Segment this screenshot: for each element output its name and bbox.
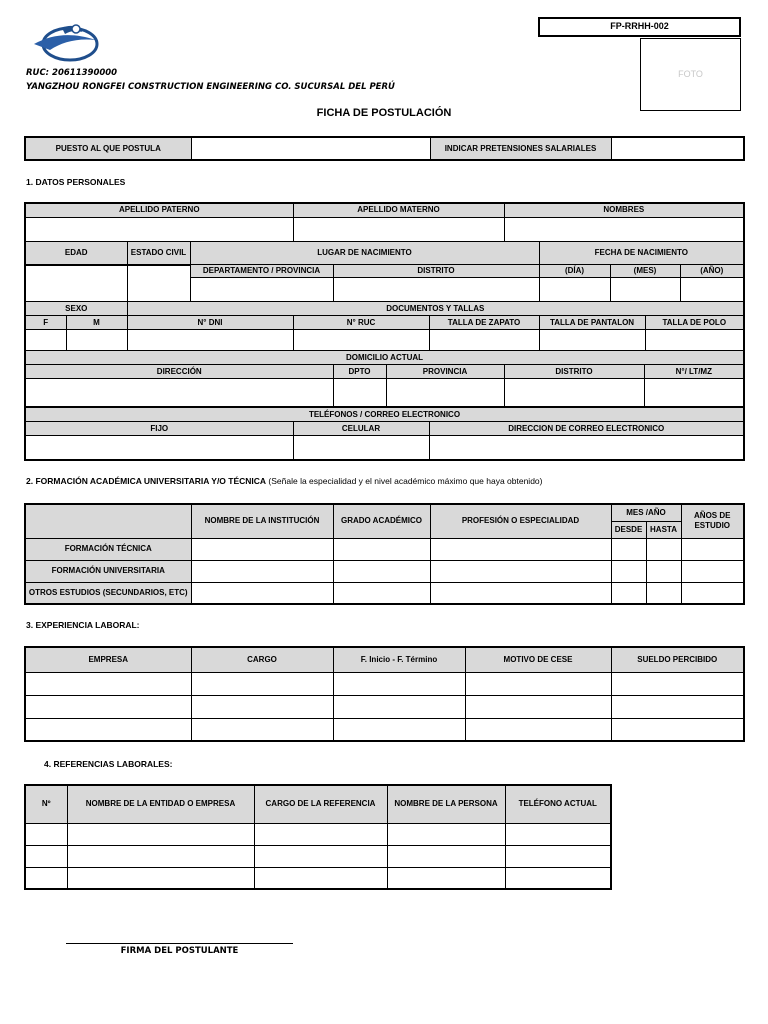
company-ruc: RUC: 20611390000 — [26, 68, 118, 78]
experience-cell[interactable] — [465, 672, 611, 695]
talla-pantalon-input[interactable] — [539, 330, 645, 351]
experience-cell[interactable] — [191, 695, 333, 718]
sexo-label: SEXO — [25, 302, 127, 316]
desde-label: DESDE — [611, 521, 646, 538]
references-cell[interactable] — [254, 867, 387, 889]
distrito2-label: DISTRITO — [504, 365, 644, 379]
education-cell[interactable] — [681, 560, 744, 582]
references-table — [24, 784, 612, 890]
education-cell[interactable] — [646, 560, 681, 582]
anio-label: (AÑO) — [680, 265, 744, 278]
position-table — [24, 136, 745, 161]
references-cell[interactable] — [505, 845, 611, 867]
distrito2-input[interactable] — [504, 379, 644, 407]
apellido-materno-input[interactable] — [293, 217, 504, 241]
domicilio-label: DOMICILIO ACTUAL — [25, 351, 744, 365]
talla-polo-label: TALLA DE POLO — [645, 316, 744, 330]
education-cell[interactable] — [681, 582, 744, 604]
education-table — [24, 503, 745, 605]
references-cell[interactable] — [387, 823, 505, 845]
cargo-referencia-label: CARGO DE LA REFERENCIA — [254, 785, 387, 823]
correo-label: DIRECCION DE CORREO ELECTRONICO — [429, 422, 744, 436]
anios-estudio-label: AÑOS DE ESTUDIO — [681, 504, 744, 538]
experience-cell[interactable] — [191, 672, 333, 695]
experience-cell[interactable] — [333, 695, 465, 718]
fecha-nacimiento-label: FECHA DE NACIMIENTO — [539, 241, 744, 265]
distrito-input[interactable] — [333, 278, 539, 302]
lugar-nacimiento-label: LUGAR DE NACIMIENTO — [190, 241, 539, 265]
grado-label: GRADO ACADÉMICO — [333, 504, 430, 538]
lt-input[interactable] — [644, 379, 744, 407]
fechas-label: F. Inicio - F. Término — [333, 647, 465, 672]
apellido-materno-label: APELLIDO MATERNO — [293, 203, 504, 217]
entidad-label: NOMBRE DE LA ENTIDAD O EMPRESA — [67, 785, 254, 823]
experience-table — [24, 646, 745, 742]
education-cell[interactable] — [191, 538, 333, 560]
cargo-label: CARGO — [191, 647, 333, 672]
talla-polo-input[interactable] — [645, 330, 744, 351]
dep-prov-input[interactable] — [190, 278, 333, 302]
dia-label: (DÍA) — [539, 265, 610, 278]
estado-civil-input[interactable] — [127, 265, 190, 302]
references-cell[interactable] — [254, 845, 387, 867]
references-cell[interactable] — [67, 823, 254, 845]
section-references-title: 4. REFERENCIAS LABORALES: — [44, 759, 173, 769]
correo-input[interactable] — [429, 436, 744, 460]
section-education-title-text: 2. FORMACIÓN ACADÉMICA UNIVERSITARIA Y/O TÉCNICA — [26, 476, 267, 486]
nombres-label: NOMBRES — [504, 203, 744, 217]
celular-label: CELULAR — [293, 422, 429, 436]
sexo-f-input[interactable] — [25, 330, 66, 351]
sexo-f-label: F — [25, 316, 66, 330]
signature-line[interactable] — [66, 943, 293, 944]
ruc-input[interactable] — [293, 330, 429, 351]
experience-cell[interactable] — [25, 695, 191, 718]
position-label: PUESTO AL QUE POSTULA — [25, 137, 191, 160]
page-title: FICHA DE POSTULACIÓN — [316, 107, 452, 119]
documents-table — [24, 301, 745, 352]
personal-data-table-2 — [24, 264, 745, 303]
dpto-label: DPTO — [333, 365, 386, 379]
sexo-m-input[interactable] — [66, 330, 127, 351]
education-cell[interactable] — [611, 560, 646, 582]
fijo-input[interactable] — [25, 436, 293, 460]
dni-input[interactable] — [127, 330, 293, 351]
phones-table — [24, 407, 745, 461]
sueldo-label: SUELDO PERCIBIDO — [611, 647, 744, 672]
apellido-paterno-input[interactable] — [25, 217, 293, 241]
experience-cell[interactable] — [333, 718, 465, 741]
experience-cell[interactable] — [611, 695, 744, 718]
section-experience-title: 3. EXPERIENCIA LABORAL: — [26, 620, 140, 630]
form-code: FP-RRHH-002 — [538, 17, 741, 37]
edad-label: EDAD — [25, 241, 127, 265]
education-cell[interactable] — [333, 538, 430, 560]
distrito-label: DISTRITO — [333, 265, 539, 278]
empresa-label: EMPRESA — [25, 647, 191, 672]
signature-label: FIRMA DEL POSTULANTE — [120, 946, 239, 956]
experience-cell[interactable] — [25, 672, 191, 695]
mes-label: (MES) — [610, 265, 680, 278]
anio-input[interactable] — [680, 278, 744, 302]
references-cell[interactable] — [67, 867, 254, 889]
experience-cell[interactable] — [333, 672, 465, 695]
education-cell[interactable] — [191, 560, 333, 582]
references-cell[interactable] — [387, 845, 505, 867]
telefono-label: TELÉFONO ACTUAL — [505, 785, 611, 823]
education-cell[interactable] — [611, 582, 646, 604]
talla-zapato-label: TALLA DE ZAPATO — [429, 316, 539, 330]
references-cell[interactable] — [67, 845, 254, 867]
section-education-note: (Señale la especialidad y el nivel académico máximo que haya obtenido) — [266, 476, 543, 486]
education-cell[interactable] — [681, 538, 744, 560]
profesion-label: PROFESIÓN O ESPECIALIDAD — [430, 504, 611, 538]
direccion-input[interactable] — [25, 379, 333, 407]
motivo-label: MOTIVO DE CESE — [465, 647, 611, 672]
education-cell[interactable] — [646, 582, 681, 604]
provincia-label: PROVINCIA — [386, 365, 504, 379]
photo-box[interactable] — [640, 38, 741, 111]
references-cell[interactable] — [387, 867, 505, 889]
experience-cell[interactable] — [191, 718, 333, 741]
references-cell[interactable] — [505, 867, 611, 889]
provincia-input[interactable] — [386, 379, 504, 407]
persona-label: NOMBRE DE LA PERSONA — [387, 785, 505, 823]
references-cell[interactable] — [25, 867, 67, 889]
personal-data-table — [24, 202, 745, 266]
education-row-label: FORMACIÓN UNIVERSITARIA — [25, 560, 191, 582]
ruc-label: N° RUC — [293, 316, 429, 330]
references-cell[interactable] — [25, 845, 67, 867]
references-cell[interactable] — [505, 823, 611, 845]
position-input[interactable] — [191, 137, 430, 160]
education-cell[interactable] — [333, 560, 430, 582]
experience-cell[interactable] — [25, 718, 191, 741]
address-table — [24, 350, 745, 408]
section-education-title — [26, 476, 542, 486]
education-cell[interactable] — [430, 560, 611, 582]
estado-civil-label: ESTADO CIVIL — [127, 241, 190, 265]
photo-label: FOTO — [678, 69, 703, 79]
edad-input[interactable] — [25, 265, 127, 302]
mes-input[interactable] — [610, 278, 680, 302]
dep-prov-label: DEPARTAMENTO / PROVINCIA — [190, 265, 333, 278]
experience-cell[interactable] — [465, 718, 611, 741]
fijo-label: FIJO — [25, 422, 293, 436]
talla-pantalon-label: TALLA DE PANTALON — [539, 316, 645, 330]
sexo-m-label: M — [66, 316, 127, 330]
dni-label: N° DNI — [127, 316, 293, 330]
mes-anio-label: MES /AÑO — [611, 504, 681, 521]
education-cell[interactable] — [430, 538, 611, 560]
education-cell[interactable] — [646, 538, 681, 560]
section-personal-title: 1. DATOS PERSONALES — [26, 177, 126, 187]
telefonos-label: TELÉFONOS / CORREO ELECTRONICO — [25, 408, 744, 422]
education-cell[interactable] — [611, 538, 646, 560]
nombres-input[interactable] — [504, 217, 744, 241]
celular-input[interactable] — [293, 436, 429, 460]
lt-label: N°/ LT/MZ — [644, 365, 744, 379]
dpto-input[interactable] — [333, 379, 386, 407]
hasta-label: HASTA — [646, 521, 681, 538]
education-row-label: FORMACIÓN TÉCNICA — [25, 538, 191, 560]
apellido-paterno-label: APELLIDO PATERNO — [25, 203, 293, 217]
salary-label: INDICAR PRETENSIONES SALARIALES — [430, 137, 611, 160]
talla-zapato-input[interactable] — [429, 330, 539, 351]
education-corner — [25, 504, 191, 538]
education-cell[interactable] — [430, 582, 611, 604]
references-cell[interactable] — [254, 823, 387, 845]
direccion-label: DIRECCIÓN — [25, 365, 333, 379]
experience-cell[interactable] — [611, 718, 744, 741]
references-cell[interactable] — [25, 823, 67, 845]
company-logo — [32, 22, 104, 64]
num-label: Nº — [25, 785, 67, 823]
company-name: YANGZHOU RONGFEI CONSTRUCTION ENGINEERING CO. SUCURSAL DEL PERÚ — [26, 82, 395, 92]
institucion-label: NOMBRE DE LA INSTITUCIÓN — [191, 504, 333, 538]
experience-cell[interactable] — [465, 695, 611, 718]
dia-input[interactable] — [539, 278, 610, 302]
education-row-label: OTROS ESTUDIOS (SECUNDARIOS, ETC) — [25, 582, 191, 604]
experience-cell[interactable] — [611, 672, 744, 695]
salary-input[interactable] — [611, 137, 744, 160]
education-cell[interactable] — [333, 582, 430, 604]
documentos-label: DOCUMENTOS Y TALLAS — [127, 302, 744, 316]
education-cell[interactable] — [191, 582, 333, 604]
